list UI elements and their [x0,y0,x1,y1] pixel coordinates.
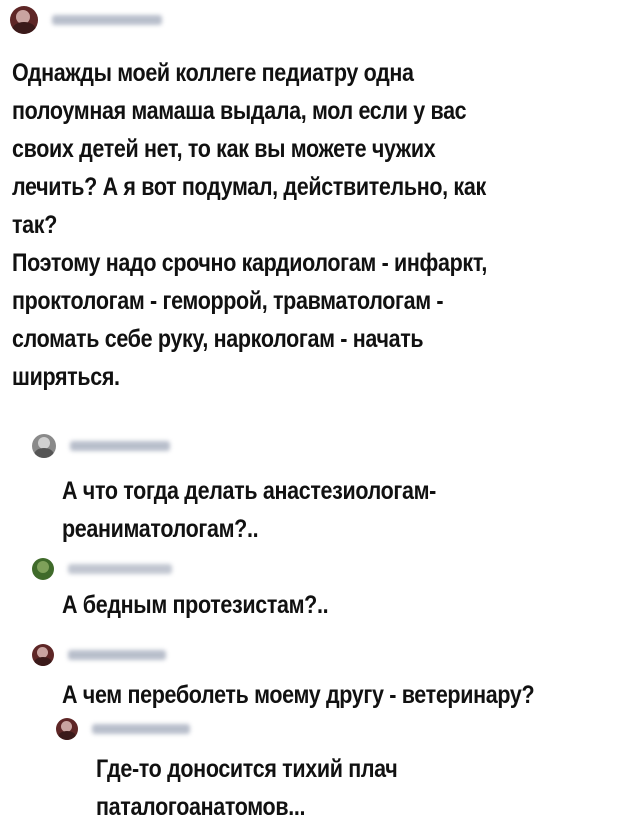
comment-line: А что тогда делать анастезиологам- [62,477,437,505]
comment-header [56,718,190,740]
comment-header [32,434,170,458]
post-line: ширяться. [12,363,120,391]
comment-line: паталогоанатомов... [96,793,306,821]
comment-text [62,676,534,714]
post-line: проктологам - геморрой, травматологам - [12,287,444,315]
post-text [12,54,487,396]
user-avatar-icon[interactable] [32,434,56,458]
comment-line: А чем переболеть моему другу - ветеринару? [62,681,535,709]
comment-header [32,644,166,666]
post-line: так? [12,211,58,239]
user-avatar-icon[interactable] [32,644,54,666]
user-avatar-icon[interactable] [32,558,54,580]
comment-line: А бедным протезистам?.. [62,591,329,619]
post-line: сломать себе руку, наркологам - начать [12,325,424,353]
comment-text [62,586,328,624]
post-line: своих детей нет, то как вы можете чужих [12,135,436,163]
username-blurred[interactable] [70,441,170,451]
post-line: лечить? А я вот подумал, действительно, как [12,173,486,201]
username-blurred[interactable] [52,15,162,25]
comment-text [96,750,397,826]
user-avatar-icon[interactable] [56,718,78,740]
comment-text [62,472,436,548]
user-avatar-icon[interactable] [10,6,38,34]
comment-line: реаниматологам?.. [62,515,259,543]
username-blurred[interactable] [68,650,166,660]
post-line: полоумная мамаша выдала, мол если у вас [12,97,467,125]
post-line: Однажды моей коллеге педиатру одна [12,59,414,87]
username-blurred[interactable] [68,564,172,574]
comment-header [32,558,172,580]
post-header [10,6,162,34]
comment-line: Где-то доносится тихий плач [96,755,398,783]
post-line: Поэтому надо срочно кардиологам - инфаркт, [12,249,488,277]
username-blurred[interactable] [92,724,190,734]
